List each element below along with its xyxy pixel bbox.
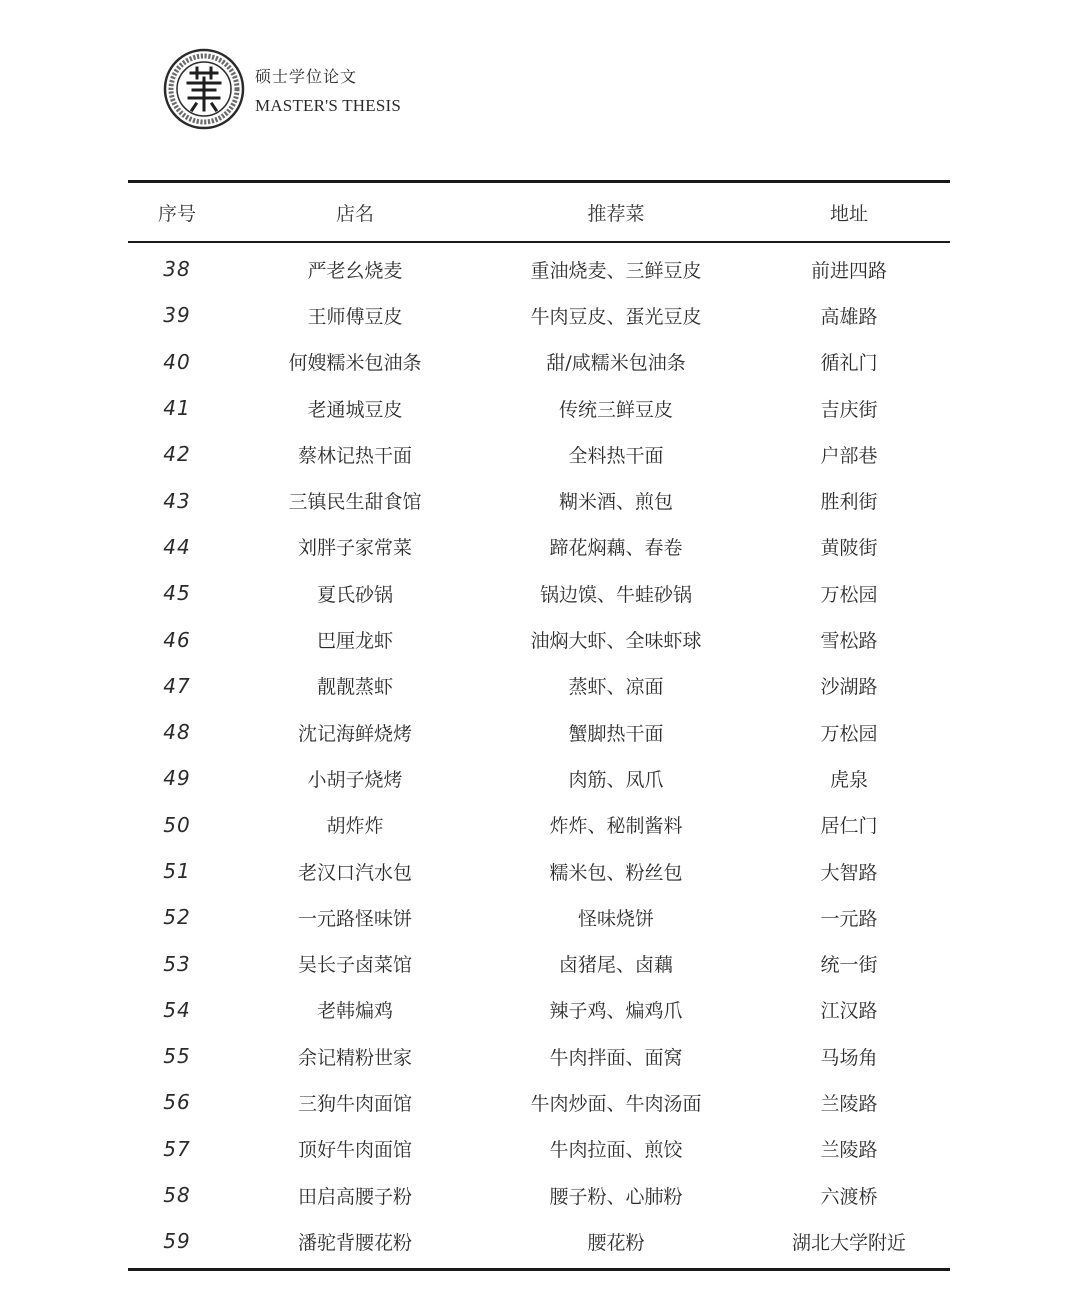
row-dish: 牛肉豆皮、蛋光豆皮 bbox=[530, 305, 702, 328]
row-index: 39 bbox=[163, 303, 191, 328]
table-row bbox=[128, 894, 950, 940]
row-index: 43 bbox=[163, 488, 191, 513]
table-row bbox=[128, 524, 950, 570]
row-index: 42 bbox=[163, 442, 191, 467]
row-shop-name: 刘胖子家常菜 bbox=[297, 537, 412, 560]
table-bottom-rule bbox=[128, 1268, 950, 1271]
row-dish: 牛肉炒面、牛肉汤面 bbox=[530, 1092, 702, 1115]
table-body bbox=[128, 243, 950, 1268]
row-index: 49 bbox=[163, 766, 191, 791]
row-shop-name: 一元路怪味饼 bbox=[297, 907, 412, 930]
row-dish: 卤猪尾、卤藕 bbox=[558, 954, 673, 977]
row-index: 57 bbox=[163, 1136, 191, 1161]
row-dish: 怪味烧饼 bbox=[577, 907, 654, 930]
row-shop-name: 潘驼背腰花粉 bbox=[297, 1231, 412, 1254]
row-index: 59 bbox=[163, 1229, 191, 1254]
thesis-header bbox=[163, 44, 401, 134]
row-dish: 全料热干面 bbox=[568, 444, 664, 467]
row-index: 50 bbox=[163, 812, 191, 837]
restaurant-table bbox=[128, 180, 950, 1271]
row-address: 居仁门 bbox=[820, 815, 878, 838]
row-dish: 糯米包、粉丝包 bbox=[549, 861, 683, 884]
row-address: 胜利街 bbox=[820, 491, 878, 514]
row-shop-name: 严老幺烧麦 bbox=[307, 259, 403, 282]
row-address: 统一街 bbox=[820, 954, 878, 977]
table-row bbox=[128, 709, 950, 755]
row-dish: 重油烧麦、三鲜豆皮 bbox=[530, 259, 702, 282]
table-row bbox=[128, 940, 950, 986]
row-index: 58 bbox=[163, 1183, 191, 1208]
row-index: 44 bbox=[163, 534, 191, 559]
header-text-block bbox=[255, 62, 401, 116]
row-shop-name: 巴厘龙虾 bbox=[316, 630, 393, 653]
table-row bbox=[128, 570, 950, 616]
row-index: 48 bbox=[163, 720, 191, 745]
row-address: 前进四路 bbox=[810, 259, 887, 282]
row-shop-name: 老通城豆皮 bbox=[307, 398, 403, 421]
row-dish: 牛肉拌面、面窝 bbox=[549, 1046, 683, 1069]
table-row bbox=[128, 987, 950, 1033]
table-header-row bbox=[128, 183, 950, 241]
table-row bbox=[128, 339, 950, 385]
row-shop-name: 夏氏砂锅 bbox=[316, 583, 393, 606]
table-row bbox=[128, 477, 950, 523]
row-address: 六渡桥 bbox=[820, 1185, 878, 1208]
row-index: 40 bbox=[163, 349, 191, 374]
row-index: 38 bbox=[163, 257, 191, 282]
row-shop-name: 老韩煸鸡 bbox=[316, 1000, 393, 1023]
row-address: 万松园 bbox=[820, 583, 878, 606]
row-address: 兰陵路 bbox=[820, 1139, 878, 1162]
row-address: 雪松路 bbox=[820, 630, 878, 653]
column-header-dish: 推荐菜 bbox=[587, 202, 645, 225]
row-index: 54 bbox=[163, 997, 191, 1022]
column-header-name: 店名 bbox=[335, 202, 374, 225]
row-shop-name: 老汉口汽水包 bbox=[297, 861, 412, 884]
row-dish: 蹄花焖藕、春卷 bbox=[549, 537, 683, 560]
row-shop-name: 余记精粉世家 bbox=[297, 1046, 412, 1069]
table-row bbox=[128, 616, 950, 662]
row-dish: 蟹脚热干面 bbox=[568, 722, 664, 745]
row-address: 高雄路 bbox=[820, 305, 878, 328]
table-row bbox=[128, 1079, 950, 1125]
row-address: 户部巷 bbox=[820, 444, 878, 467]
row-dish: 腰子粉、心肺粉 bbox=[549, 1185, 683, 1208]
row-dish: 糊米酒、煎包 bbox=[558, 491, 673, 514]
row-index: 52 bbox=[163, 905, 191, 930]
row-index: 53 bbox=[163, 951, 191, 976]
seal-icon bbox=[163, 48, 245, 130]
row-dish: 甜/咸糯米包油条 bbox=[546, 352, 686, 375]
row-shop-name: 胡炸炸 bbox=[326, 815, 384, 838]
row-shop-name: 何嫂糯米包油条 bbox=[288, 352, 422, 375]
thesis-title-en: MASTER'S THESIS bbox=[255, 96, 402, 115]
table-row bbox=[128, 1172, 950, 1218]
row-address: 湖北大学附近 bbox=[791, 1231, 906, 1254]
row-shop-name: 王师傅豆皮 bbox=[307, 305, 403, 328]
row-address: 虎泉 bbox=[829, 768, 868, 791]
row-shop-name: 三镇民生甜食馆 bbox=[288, 491, 422, 514]
row-shop-name: 吴长子卤菜馆 bbox=[297, 954, 412, 977]
row-index: 45 bbox=[163, 581, 191, 606]
row-address: 吉庆街 bbox=[820, 398, 878, 421]
row-dish: 炸炸、秘制酱料 bbox=[549, 815, 683, 838]
row-shop-name: 蔡林记热干面 bbox=[297, 444, 412, 467]
row-address: 江汉路 bbox=[820, 1000, 878, 1023]
row-dish: 蒸虾、凉面 bbox=[568, 676, 664, 699]
row-shop-name: 沈记海鲜烧烤 bbox=[297, 722, 412, 745]
row-index: 56 bbox=[163, 1090, 191, 1115]
row-dish: 牛肉拉面、煎饺 bbox=[549, 1139, 683, 1162]
table-row bbox=[128, 663, 950, 709]
table-row bbox=[128, 802, 950, 848]
row-address: 马场角 bbox=[820, 1046, 878, 1069]
thesis-title-cn: 硕士学位论文 bbox=[255, 67, 358, 86]
row-index: 55 bbox=[163, 1044, 191, 1069]
column-header-address: 地址 bbox=[829, 202, 868, 225]
row-dish: 油焖大虾、全味虾球 bbox=[530, 630, 702, 653]
row-address: 万松园 bbox=[820, 722, 878, 745]
row-address: 一元路 bbox=[820, 907, 878, 930]
row-dish: 辣子鸡、煸鸡爪 bbox=[549, 1000, 683, 1023]
table-row bbox=[128, 1033, 950, 1079]
table-row bbox=[128, 246, 950, 292]
row-index: 47 bbox=[163, 673, 191, 698]
table-row bbox=[128, 1126, 950, 1172]
row-shop-name: 三狗牛肉面馆 bbox=[297, 1092, 412, 1115]
row-index: 51 bbox=[163, 859, 191, 883]
row-address: 沙湖路 bbox=[820, 676, 878, 699]
row-address: 兰陵路 bbox=[820, 1092, 878, 1115]
table-row bbox=[128, 848, 950, 894]
university-seal-logo bbox=[163, 48, 245, 130]
row-address: 黄陂街 bbox=[820, 537, 878, 560]
table-row bbox=[128, 385, 950, 431]
table-row bbox=[128, 292, 950, 338]
table-row bbox=[128, 1218, 950, 1264]
table-row bbox=[128, 755, 950, 801]
row-address: 循礼门 bbox=[820, 352, 878, 375]
row-dish: 肉筋、凤爪 bbox=[568, 768, 664, 791]
row-index: 41 bbox=[163, 396, 191, 421]
column-header-index: 序号 bbox=[157, 202, 196, 225]
row-dish: 腰花粉 bbox=[587, 1231, 645, 1254]
row-dish: 传统三鲜豆皮 bbox=[558, 398, 673, 421]
row-dish: 锅边馍、牛蛙砂锅 bbox=[539, 583, 692, 606]
row-shop-name: 小胡子烧烤 bbox=[307, 768, 403, 791]
row-shop-name: 田启高腰子粉 bbox=[297, 1185, 412, 1208]
row-shop-name: 靓靓蒸虾 bbox=[316, 676, 393, 699]
row-shop-name: 顶好牛肉面馆 bbox=[297, 1139, 412, 1162]
row-address: 大智路 bbox=[820, 861, 878, 884]
row-index: 46 bbox=[163, 627, 191, 652]
table-row bbox=[128, 431, 950, 477]
